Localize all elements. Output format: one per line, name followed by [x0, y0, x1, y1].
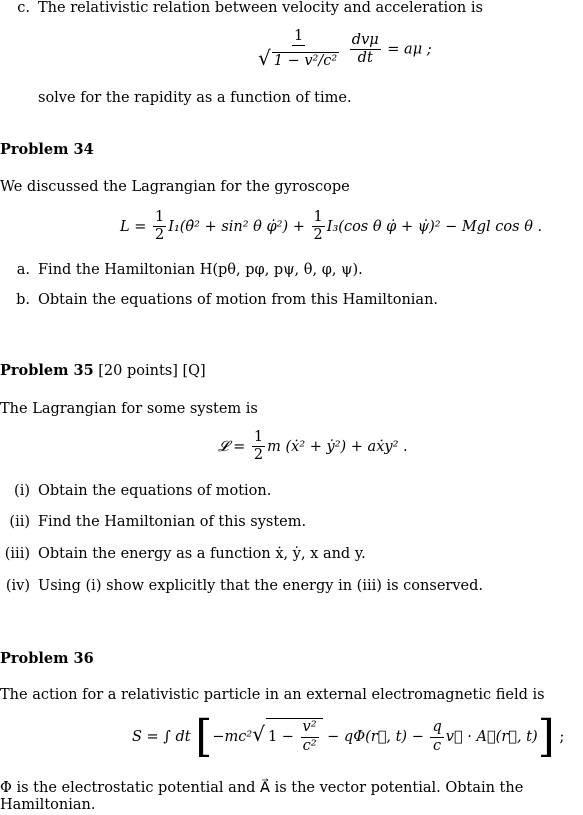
problem-35-intro: The Lagrangian for some system is — [0, 401, 258, 417]
problem-34-item-b: Obtain the equations of motion from this Hamiltonian. — [38, 292, 439, 308]
problem-35-item: Obtain the equations of motion. — [38, 483, 272, 499]
problem-34-item-a-label: a. — [16, 262, 30, 278]
problem-35-item: Obtain the energy as a function ẋ, ẏ, x and y. — [38, 546, 366, 562]
problem-35-meta: [20 points] [Q] — [98, 363, 206, 379]
equation-rhs: = aμ ; — [387, 41, 432, 58]
problem-34-item-a: Find the Hamiltonian H(pθ, pφ, pψ, θ, φ, ψ). — [38, 262, 363, 278]
problem-35-item-label: (ii) — [9, 514, 30, 530]
problem-34-equation: L = $\frac{1}{2}$ I₁(θ̇² + sin² θ φ̇²) + $\frac{1}{2}$ I₃(cos θ φ̇ + ψ̇)² − Mgl cos θ . — [120, 209, 543, 244]
part-c-followup: solve for the rapidity as a function of time. — [38, 90, 352, 106]
problem-35-equation: 𝓛 = $\frac{1}{2}$ m (ẋ² + ẏ²) + aẋy² . — [218, 429, 408, 464]
part-c-equation — [254, 28, 432, 71]
problem-36-intro: The action for a relativistic particle in an external electromagnetic field is — [0, 687, 545, 703]
problem-36-closing: Φ is the electrostatic potential and A⃗ is the vector potential. Obtain the Hamiltonian. — [0, 780, 524, 814]
problem-35-header — [0, 362, 206, 380]
problem-35-item-label: (i) — [14, 483, 30, 499]
part-c-text: The relativistic relation between velocity and acceleration is — [38, 0, 483, 16]
problem-36-equation: S = ∫ dt [−mc²√ 1 − $\frac{\text{v²}}{\text{c²}}$ − qΦ(r⃗, t) − $\frac{q}{c}$ v⃗ · A⃗(r⃗, t)] ; — [132, 711, 565, 762]
problem-34-heading: Problem 34 — [0, 141, 94, 158]
problem-36-heading: Problem 36 — [0, 650, 94, 667]
problem-35-item: Using (i) show explicitly that the energy in (iii) is conserved. — [38, 578, 483, 594]
problem-35-item: Find the Hamiltonian of this system. — [38, 514, 307, 530]
part-c-label: c. — [17, 0, 30, 16]
fraction: $\frac{1}{\text{√ 1 − v²/c²}}$ — [258, 28, 338, 71]
problem-35-item-label: (iii) — [4, 546, 30, 562]
derivative: $\frac{\text{dvμ}}{dt}$ — [351, 31, 379, 66]
problem-34-intro: We discussed the Lagrangian for the gyroscope — [0, 179, 350, 195]
problem-35-item-label: (iv) — [5, 578, 30, 594]
problem-35-heading: Problem 35 — [0, 362, 94, 379]
problem-34-item-b-label: b. — [16, 292, 30, 308]
